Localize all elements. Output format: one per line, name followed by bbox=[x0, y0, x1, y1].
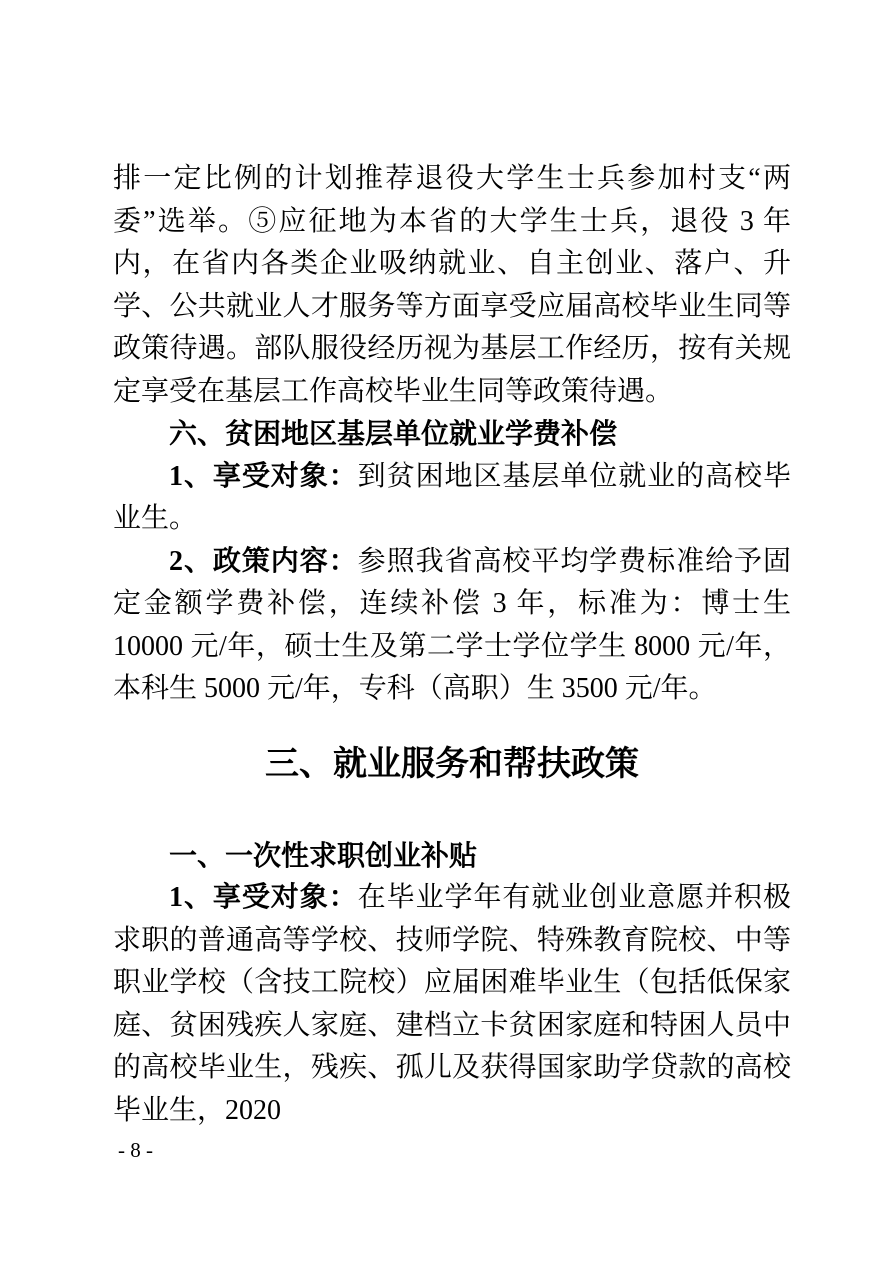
item-label-policy-content: 2、政策内容： bbox=[169, 545, 358, 577]
item-paragraph-enjoy-target-2 bbox=[113, 877, 791, 1132]
item-text-enjoy-target-2: 在毕业学年有就业创业意愿并积极求职的普通高等学校、技师学院、特殊教育院校、中等职业学校（含技工院校）应届困难毕业生（包括低保家庭、贫困残疾人家庭、建档立卡贫困家庭和特困人员中的高校毕业生，残疾、孤儿及获得国家助学贷款的高校毕业生，2020 bbox=[113, 882, 791, 1126]
section-heading-six: 六、贫困地区基层单位就业学费补偿 bbox=[169, 418, 618, 449]
page-content bbox=[113, 158, 791, 1132]
item-label-enjoy-target-2: 1、享受对象： bbox=[169, 882, 358, 913]
page-number: - 8 - bbox=[118, 1138, 153, 1162]
item-text-enjoy-target: 到贫困地区基层单位就业的高校毕业生。 bbox=[113, 460, 791, 534]
item-label-enjoy-target: 1、享受对象： bbox=[169, 460, 358, 492]
continuation-paragraph: 排一定比例的计划推荐退役大学生士兵参加村支“两委”选举。⑤应征地为本省的大学生士兵，退役 3 年内，在省内各类企业吸纳就业、自主创业、落户、升学、公共就业人才服务等方面享受应届高校毕业生同等政策待遇。部队服役经历视为基层工作经历，按有关规定享受在基层工作高校毕业生同等政策待遇。 bbox=[113, 163, 791, 407]
item-paragraph-enjoy-target bbox=[113, 456, 791, 541]
chapter-heading: 三、就业服务和帮扶政策 bbox=[265, 745, 639, 783]
item-text-policy-content: 参照我省高校平均学费标准给予固定金额学费补偿，连续补偿 3 年，标准为：博士生 10000 元/年，硕士生及第二学士学位学生 8000 元/年，本科生 5000 元/年，专科（高职）生 3500 元/年。 bbox=[113, 545, 791, 704]
item-paragraph-policy-content bbox=[113, 541, 791, 711]
section-heading-one: 一、一次性求职创业补贴 bbox=[169, 839, 478, 871]
